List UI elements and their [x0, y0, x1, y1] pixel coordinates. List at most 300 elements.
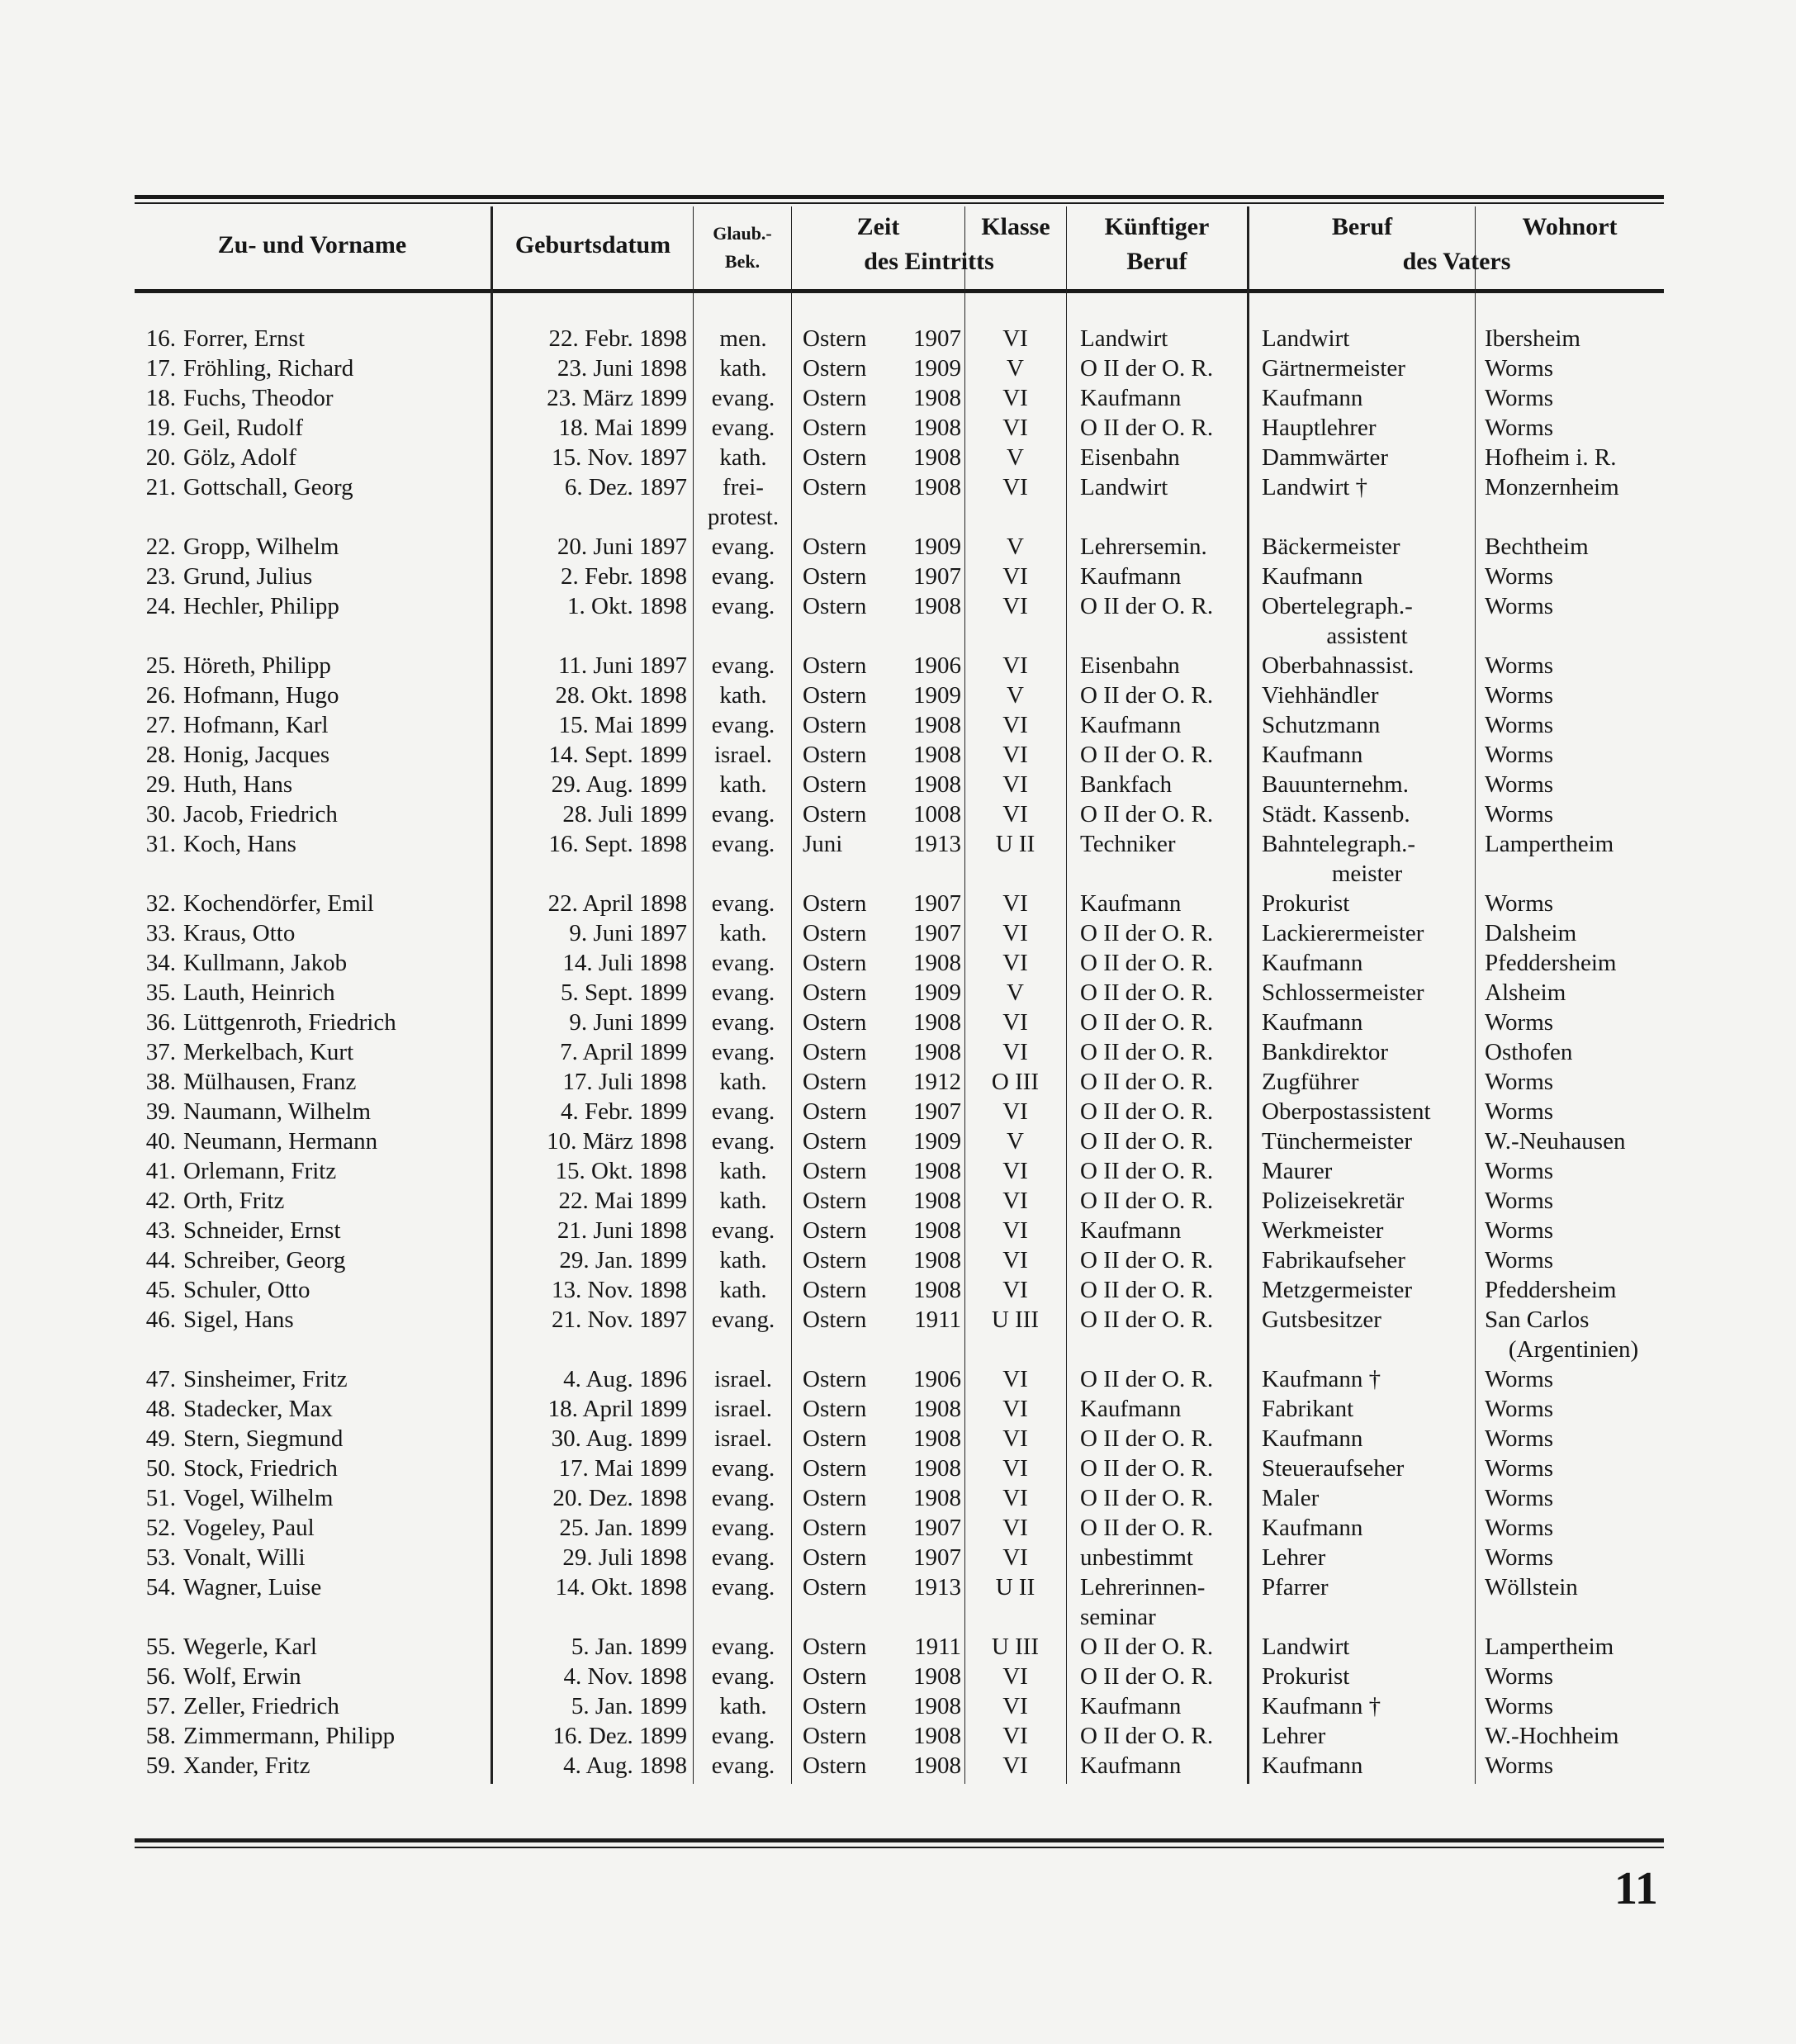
cell-future [1080, 472, 1168, 502]
cell-conf [695, 829, 791, 859]
father-text: Pfarrer [1262, 1574, 1329, 1601]
home-text: Worms [1485, 1752, 1554, 1779]
table-row [0, 1245, 1796, 1275]
cell-cls [964, 413, 1066, 443]
cell-cls [964, 1037, 1066, 1067]
father-text: Lehrer [1262, 1723, 1326, 1749]
cell-future [1080, 1483, 1213, 1513]
entry-term: Ostern [803, 1752, 867, 1779]
header-born: Geburtsdatum [514, 231, 671, 258]
cell-born [495, 1572, 687, 1602]
name-text: Geil, Rudolf [183, 415, 303, 441]
cell-father [1262, 472, 1472, 502]
cell-home [1485, 532, 1589, 562]
cell-future [1080, 1721, 1213, 1751]
cls-text: V [1007, 1128, 1024, 1155]
cell-name [183, 1691, 339, 1721]
home-text: Worms [1485, 1188, 1554, 1214]
cell-cls [964, 1305, 1066, 1335]
conf-text: kath. [719, 771, 767, 798]
no-text: 56. [145, 1663, 176, 1690]
table-row [0, 1275, 1796, 1305]
cell-name [183, 1186, 284, 1216]
cell-name [183, 1394, 333, 1424]
born-text: 22. April 1898 [547, 890, 687, 917]
name-text: Xander, Fritz [183, 1752, 310, 1779]
home-text: Worms [1485, 890, 1554, 917]
cls-text: V [1007, 682, 1024, 709]
name-text: Vogeley, Paul [183, 1515, 315, 1541]
cell-future [1080, 1067, 1213, 1097]
cell-cls [964, 1275, 1066, 1305]
cell-no [135, 443, 176, 472]
header-father-job: Beruf [1331, 213, 1393, 240]
cell-no [135, 353, 176, 383]
cell-future [1080, 1513, 1213, 1543]
cell-future [1080, 1394, 1181, 1424]
entry-year: 1908 [913, 474, 961, 500]
cell-name [183, 710, 329, 740]
future-text: Kaufmann [1080, 1396, 1182, 1422]
cls-text: VI [1002, 1425, 1028, 1452]
conf-text: evang. [711, 1307, 775, 1333]
cell-conf [695, 1186, 791, 1216]
cell-cls [964, 324, 1066, 353]
name-text: Stock, Friedrich [183, 1455, 338, 1482]
table-row [0, 1216, 1796, 1245]
cell-conf [695, 889, 791, 918]
table-row [0, 1097, 1796, 1126]
future-text: O II der O. R. [1080, 1515, 1214, 1541]
no-text: 57. [145, 1693, 176, 1719]
cls-text: VI [1002, 712, 1028, 738]
conf-continuation: protest. [707, 504, 780, 530]
conf-text: kath. [719, 920, 767, 946]
cell-born [495, 1245, 687, 1275]
cell-born [495, 1037, 687, 1067]
cell-name [183, 1037, 353, 1067]
entry-term: Ostern [803, 1247, 867, 1273]
cell-home [1485, 1454, 1553, 1483]
name-text: Gottschall, Georg [183, 474, 353, 500]
entry-term: Ostern [803, 742, 867, 768]
born-text: 21. Juni 1898 [557, 1217, 687, 1244]
entry-term: Ostern [803, 1217, 867, 1244]
home-text: Worms [1485, 1158, 1554, 1184]
born-text: 23. Juni 1898 [557, 355, 687, 382]
entry-year: 1912 [913, 1069, 961, 1095]
cell-father [1262, 1691, 1472, 1721]
cell-cls [964, 978, 1066, 1008]
table-top-rule-thick [135, 195, 1664, 199]
no-text: 21. [145, 474, 176, 500]
no-text: 35. [145, 979, 176, 1006]
cell-born [495, 710, 687, 740]
cell-born [495, 1721, 687, 1751]
entry-year: 1909 [913, 355, 961, 382]
cell-father [1262, 1186, 1472, 1216]
entry-year: 1908 [913, 444, 961, 471]
name-text: Gropp, Wilhelm [183, 534, 339, 560]
cell-no [135, 799, 176, 829]
cell-conf [695, 1008, 791, 1037]
home-continuation: (Argentinien) [1508, 1336, 1639, 1363]
cell-father [1262, 532, 1472, 562]
cell-conf [695, 1572, 791, 1602]
cell-conf [695, 1721, 791, 1751]
future-text: O II der O. R. [1080, 1039, 1214, 1065]
home-text: Pfeddersheim [1485, 950, 1617, 976]
cell-conf [695, 1126, 791, 1156]
cell-home [1485, 1097, 1553, 1126]
cell-home [1485, 1751, 1553, 1781]
name-text: Huth, Hans [183, 771, 293, 798]
cell-cls [964, 1216, 1066, 1245]
home-text: Worms [1485, 1069, 1554, 1095]
cell-cls [964, 1156, 1066, 1186]
cell-father [1262, 1097, 1472, 1126]
entry-term: Ostern [803, 1158, 867, 1184]
cell-no [135, 978, 176, 1008]
cell-no [135, 1691, 176, 1721]
cell-cls [964, 1513, 1066, 1543]
cell-future [1080, 324, 1168, 353]
entry-term: Ostern [803, 1277, 867, 1303]
cell-name [183, 1245, 345, 1275]
no-text: 45. [145, 1277, 176, 1303]
father-text: Kaufmann † [1262, 1693, 1381, 1719]
name-text: Neumann, Hermann [183, 1128, 378, 1155]
cell-home [1485, 1394, 1553, 1424]
table-row [0, 1364, 1796, 1394]
table-row [0, 1721, 1796, 1751]
table-row [0, 1008, 1796, 1037]
cell-home [1485, 1483, 1553, 1513]
born-text: 5. Jan. 1899 [571, 1693, 687, 1719]
home-text: Ibersheim [1485, 325, 1580, 352]
no-text: 19. [145, 415, 176, 441]
entry-term: Ostern [803, 1634, 867, 1660]
cell-home [1485, 1721, 1618, 1751]
entry-year: 1909 [913, 1128, 961, 1155]
cell-cls [964, 1632, 1066, 1662]
future-text: O II der O. R. [1080, 1485, 1214, 1511]
cell-father [1262, 1245, 1472, 1275]
cls-text: VI [1002, 1663, 1028, 1690]
cell-name [183, 443, 296, 472]
cell-father [1262, 1126, 1472, 1156]
cell-name [183, 413, 303, 443]
future-text: Kaufmann [1080, 385, 1182, 411]
born-text: 4. Aug. 1896 [563, 1366, 687, 1392]
header-father: des Vaters [1402, 248, 1511, 275]
table-row [0, 1543, 1796, 1572]
entry-term: Ostern [803, 801, 867, 828]
cell-home [1485, 1364, 1553, 1394]
cell-future [1080, 383, 1181, 413]
father-text: Oberbahnassist. [1262, 652, 1415, 679]
cell-no [135, 1513, 176, 1543]
future-text: O II der O. R. [1080, 1098, 1214, 1125]
cell-future [1080, 353, 1213, 383]
entry-term: Ostern [803, 563, 867, 590]
no-text: 39. [145, 1098, 176, 1125]
cell-name [183, 1662, 301, 1691]
cell-father [1262, 443, 1472, 472]
cell-entry [803, 443, 961, 472]
cell-name [183, 353, 353, 383]
entry-year: 1909 [913, 682, 961, 709]
entry-year: 1908 [913, 1485, 961, 1511]
born-text: 15. Okt. 1898 [555, 1158, 687, 1184]
entry-year: 1907 [913, 1098, 961, 1125]
cell-conf [695, 1424, 791, 1454]
no-text: 28. [145, 742, 176, 768]
name-text: Wegerle, Karl [183, 1634, 317, 1660]
name-text: Lüttgenroth, Friedrich [183, 1009, 396, 1036]
cell-no [135, 918, 176, 948]
cell-entry [803, 1037, 961, 1067]
cell-conf [695, 1216, 791, 1245]
cell-father [1262, 740, 1472, 770]
entry-term: Ostern [803, 1544, 867, 1571]
conf-text: kath. [719, 1158, 767, 1184]
conf-text: evang. [711, 1723, 775, 1749]
cls-text: VI [1002, 385, 1028, 411]
cell-name [183, 1721, 395, 1751]
father-text: Bahntelegraph.- [1262, 831, 1416, 857]
home-text: Worms [1485, 1396, 1554, 1422]
cls-text: VI [1002, 1455, 1028, 1482]
cls-text: VI [1002, 1009, 1028, 1036]
cell-entry [803, 353, 961, 383]
no-text: 47. [145, 1366, 176, 1392]
cell-name [183, 1483, 333, 1513]
conf-text: evang. [711, 890, 775, 917]
home-text: Dalsheim [1485, 920, 1577, 946]
cell-name [183, 562, 312, 591]
cell-father [1262, 324, 1472, 353]
cell-no [135, 1067, 176, 1097]
entry-year: 1908 [913, 385, 961, 411]
no-text: 34. [145, 950, 176, 976]
entry-year: 1908 [913, 1693, 961, 1719]
cell-cls [964, 1364, 1066, 1394]
cell-no [135, 1216, 176, 1245]
cell-name [183, 1275, 310, 1305]
cell-future [1080, 978, 1213, 1008]
cls-text: VI [1002, 1396, 1028, 1422]
cell-name [183, 472, 353, 502]
cell-home [1485, 770, 1553, 799]
cell-entry [803, 1543, 961, 1572]
cell-future [1080, 1572, 1205, 1632]
cell-no [135, 710, 176, 740]
cell-conf [695, 1097, 791, 1126]
conf-text: evang. [711, 1752, 775, 1779]
conf-text: kath. [719, 444, 767, 471]
home-text: Worms [1485, 742, 1554, 768]
cell-no [135, 681, 176, 710]
cls-text: VI [1002, 593, 1028, 619]
cell-home [1485, 324, 1580, 353]
cell-born [495, 383, 687, 413]
cell-born [495, 1394, 687, 1424]
cell-home [1485, 1186, 1553, 1216]
home-text: Worms [1485, 593, 1554, 619]
cell-name [183, 1067, 356, 1097]
no-text: 27. [145, 712, 176, 738]
cell-father [1262, 1572, 1472, 1602]
future-text: O II der O. R. [1080, 979, 1214, 1006]
cell-future [1080, 681, 1213, 710]
table-row [0, 918, 1796, 948]
home-text: Worms [1485, 1217, 1554, 1244]
cell-cls [964, 1394, 1066, 1424]
conf-text: frei- [723, 474, 764, 500]
cell-cls [964, 1186, 1066, 1216]
cell-future [1080, 799, 1213, 829]
cell-born [495, 978, 687, 1008]
cell-entry [803, 1721, 961, 1751]
entry-year: 1908 [913, 771, 961, 798]
cell-entry [803, 1216, 961, 1245]
future-text: O II der O. R. [1080, 920, 1214, 946]
home-text: Osthofen [1485, 1039, 1573, 1065]
born-text: 17. Juli 1898 [562, 1069, 687, 1095]
no-text: 41. [145, 1158, 176, 1184]
father-text: Obertelegraph.- [1262, 593, 1413, 619]
conf-text: evang. [711, 593, 775, 619]
table-row [0, 829, 1796, 889]
entry-year: 1908 [913, 1039, 961, 1065]
cell-future [1080, 829, 1176, 859]
no-text: 20. [145, 444, 176, 471]
entry-term: Ostern [803, 1098, 867, 1125]
cell-conf [695, 1394, 791, 1424]
cell-no [135, 1008, 176, 1037]
cls-text: VI [1002, 1158, 1028, 1184]
cls-text: VI [1002, 1366, 1028, 1392]
name-text: Hofmann, Karl [183, 712, 329, 738]
entry-year: 1909 [913, 534, 961, 560]
conf-text: kath. [719, 1693, 767, 1719]
cell-future [1080, 443, 1180, 472]
conf-text: kath. [719, 1247, 767, 1273]
born-text: 6. Dez. 1897 [564, 474, 687, 500]
cell-home [1485, 710, 1553, 740]
cell-born [495, 1543, 687, 1572]
name-text: Vonalt, Willi [183, 1544, 306, 1571]
entry-year: 1906 [913, 652, 961, 679]
home-text: Worms [1485, 1247, 1554, 1273]
father-text: Polizeisekretär [1262, 1188, 1405, 1214]
cell-entry [803, 472, 961, 502]
cell-entry [803, 1305, 961, 1335]
cell-born [495, 829, 687, 859]
cell-entry [803, 1126, 961, 1156]
entry-year: 1908 [913, 1277, 961, 1303]
cell-name [183, 532, 339, 562]
cls-text: V [1007, 534, 1024, 560]
father-text: Kaufmann [1262, 742, 1363, 768]
name-text: Fröhling, Richard [183, 355, 354, 382]
conf-text: evang. [711, 1039, 775, 1065]
cell-cls [964, 1751, 1066, 1781]
home-text: Worms [1485, 652, 1554, 679]
no-text: 22. [145, 534, 176, 560]
home-text: Hofheim i. R. [1485, 444, 1617, 471]
cell-cls [964, 1067, 1066, 1097]
future-text: Eisenbahn [1080, 444, 1180, 471]
name-text: Gölz, Adolf [183, 444, 296, 471]
cell-cls [964, 383, 1066, 413]
no-text: 42. [145, 1188, 176, 1214]
cell-conf [695, 324, 791, 353]
cell-conf [695, 770, 791, 799]
cls-text: VI [1002, 1544, 1028, 1571]
cls-text: VI [1002, 1515, 1028, 1541]
entry-term: Ostern [803, 355, 867, 382]
cell-entry [803, 1245, 961, 1275]
cell-cls [964, 889, 1066, 918]
no-text: 40. [145, 1128, 176, 1155]
conf-text: evang. [711, 1634, 775, 1660]
cell-home [1485, 889, 1553, 918]
cell-conf [695, 1751, 791, 1781]
cell-father [1262, 1156, 1472, 1186]
cell-no [135, 1156, 176, 1186]
cls-text: VI [1002, 950, 1028, 976]
no-text: 48. [145, 1396, 176, 1422]
entry-term: Ostern [803, 385, 867, 411]
cell-cls [964, 799, 1066, 829]
cls-text: VI [1002, 1693, 1028, 1719]
cell-father [1262, 1216, 1472, 1245]
cls-text: V [1007, 444, 1024, 471]
father-text: Kaufmann [1262, 563, 1363, 590]
cell-future [1080, 1216, 1181, 1245]
cls-text: VI [1002, 474, 1028, 500]
cell-cls [964, 1721, 1066, 1751]
entry-term: Ostern [803, 1723, 867, 1749]
cell-no [135, 1394, 176, 1424]
cls-text: VI [1002, 1098, 1028, 1125]
entry-year: 1908 [913, 1158, 961, 1184]
cell-cls [964, 1245, 1066, 1275]
entry-year: 1908 [913, 1247, 961, 1273]
name-text: Schneider, Ernst [183, 1217, 341, 1244]
future-text: Techniker [1080, 831, 1176, 857]
cell-home [1485, 443, 1617, 472]
born-text: 9. Juni 1899 [569, 1009, 687, 1036]
cell-future [1080, 1305, 1213, 1335]
name-text: Kullmann, Jakob [183, 950, 348, 976]
cell-home [1485, 1245, 1553, 1275]
father-text: Tünchermeister [1262, 1128, 1412, 1155]
entry-term: Ostern [803, 682, 867, 709]
cell-home [1485, 799, 1553, 829]
cls-text: U II [995, 1574, 1035, 1601]
cell-entry [803, 1454, 961, 1483]
home-text: Worms [1485, 771, 1554, 798]
cell-no [135, 1543, 176, 1572]
cell-future [1080, 1364, 1213, 1394]
no-text: 24. [145, 593, 176, 619]
cell-no [135, 1662, 176, 1691]
father-text: Bäckermeister [1262, 534, 1400, 560]
table-row [0, 1751, 1796, 1781]
